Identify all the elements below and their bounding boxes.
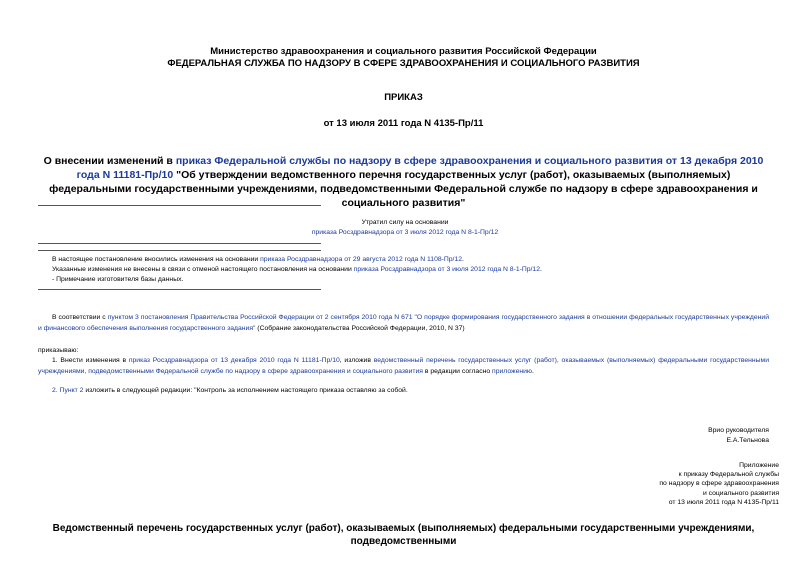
note-line-2 xyxy=(52,265,752,275)
note-line-1 xyxy=(52,255,752,265)
ministry-name: Министерство здравоохранения и социального развития Российской Федерации xyxy=(210,46,597,57)
note-line-3: - Примечание изготовителя базы данных. xyxy=(52,276,184,283)
appendix-line: по надзору в сфере здравоохранения xyxy=(659,480,779,487)
paragraph-text: В соответствии с xyxy=(52,314,108,321)
note-text: В настоящее постановление вносились изменения на основании xyxy=(52,256,261,263)
item-1 xyxy=(38,356,769,377)
item1-link-list[interactable]: ведомственный перечень государственных услуг (работ), оказываемых (выполняемых) федеральными государственными учреждениями, подведомственными Федеральной службе по надзору в сфере здравоохранения и социального развития xyxy=(38,357,770,375)
order-word: приказываю: xyxy=(38,347,79,354)
appendix-line: от 13 июля 2011 года N 4135-Пр/11 xyxy=(668,499,779,506)
item-2 xyxy=(38,386,769,397)
item-text: , изложив xyxy=(339,357,374,364)
signature-position: Врио руководителя xyxy=(708,427,769,434)
note-link-2[interactable]: приказа Росздравнадзора от 3 июля 2012 года N 8-1-Пр/12 xyxy=(353,266,540,273)
title-rest: "Об утверждении ведомственного перечня государственных услуг (работ), оказываемых (выполняемых) федеральными государственными учреждениями, подведомственными Федеральной службе по надзору в сфере здравоохранения и социального развития" xyxy=(49,169,758,209)
divider xyxy=(38,205,321,206)
divider xyxy=(38,289,321,290)
basis-link[interactable]: пунктом 3 постановления Правительства Российской Федерации от 2 сентября 2010 года N 671 "О порядке формирования государственного задания в отношении федеральных государственных учреждений и финансового обеспечения выполнения государственного задания" xyxy=(38,314,770,332)
note-link-1[interactable]: приказа Росздравнадзора от 29 августа 2012 года N 1108-Пр/12 xyxy=(260,256,463,263)
doc-type: ПРИКАЗ xyxy=(384,92,423,103)
title-prefix: О внесении изменений в xyxy=(43,155,176,167)
lost-force-link[interactable]: приказа Росздравнадзора от 3 июля 2012 года N 8-1-Пр/12 xyxy=(311,229,499,236)
divider xyxy=(38,243,321,244)
signature-name: Е.А.Тельнова xyxy=(726,437,769,444)
appendix-line: и социального развития xyxy=(702,490,779,497)
item-text: . xyxy=(532,367,534,375)
item-text: 1. Внести изменения в xyxy=(52,357,129,364)
note-text: . xyxy=(540,266,542,273)
item1-link-order[interactable]: приказ Росздравнадзора от 13 декабря 2010 года N 11181-Пр/10 xyxy=(128,357,340,364)
item1-link-appendix[interactable]: приложению xyxy=(492,367,532,375)
appendix-line: к приказу Федеральной службы xyxy=(678,471,779,478)
list-title: Ведомственный перечень государственных услуг (работ), оказываемых (выполняемых) федеральными государственными учреждениями, подведомственными xyxy=(52,523,755,547)
document-title xyxy=(40,154,767,210)
paragraph-text: (Собрание законодательства Российской Федерации, 2010, N 37) xyxy=(255,324,465,332)
item-text: в редакции согласно xyxy=(422,367,493,375)
note-text: Указанные изменения не внесены в связи с отменой настоящего постановления на основании xyxy=(52,266,354,273)
doc-date-number: от 13 июля 2011 года N 4135-Пр/11 xyxy=(323,118,484,129)
divider xyxy=(38,250,321,251)
title-link-order[interactable]: приказ Федеральной службы по надзору в сфере здравоохранения и социального развития от 13 декабря 2010 года N 11181-Пр/10 xyxy=(76,155,764,181)
lost-force-label: Утратил силу на основании xyxy=(361,219,449,226)
appendix-label: Приложение xyxy=(739,462,779,469)
note-text: . xyxy=(462,256,464,263)
item2-link[interactable]: 2. Пункт 2 xyxy=(52,387,84,394)
item-text: изложить в следующей редакции: "Контроль за исполнением настоящего приказа оставляю за собой. xyxy=(83,387,408,394)
paragraph-basis xyxy=(38,313,769,334)
service-name: ФЕДЕРАЛЬНАЯ СЛУЖБА ПО НАДЗОРУ В СФЕРЕ ЗДРАВООХРАНЕНИЯ И СОЦИАЛЬНОГО РАЗВИТИЯ xyxy=(167,58,640,69)
